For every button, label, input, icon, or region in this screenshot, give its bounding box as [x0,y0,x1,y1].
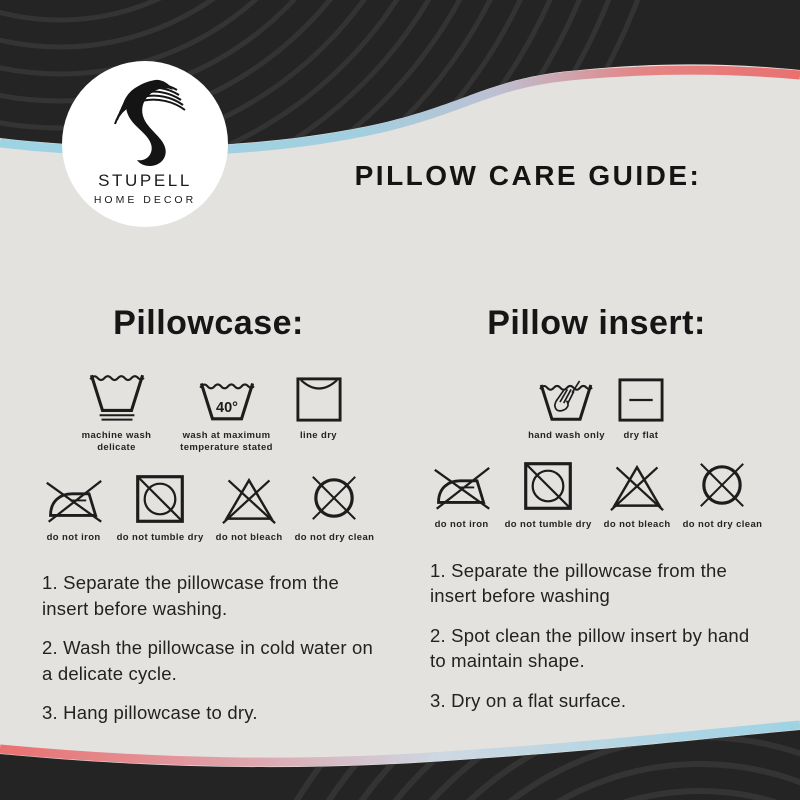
icon-box [86,369,148,423]
symbol-label: do not dry clean [682,519,763,531]
pillowcase-symbols-row2 [36,469,381,544]
symbol-label: do not iron [46,531,101,543]
icon-box [536,369,596,423]
icon-box [431,456,493,512]
instruction-step: 1. Separate the pillowcase from the insert before washing. [42,572,339,619]
symbol-do-not-iron [43,469,105,544]
dry-flat-icon [617,377,665,423]
symbol-label: line dry [300,430,337,441]
insert-instructions [424,558,769,714]
symbol-do-not-dry-clean [295,469,375,544]
symbol-label: do not dry clean [294,531,375,543]
symbol-do-not-iron [431,456,493,531]
symbol-machine-wash-delicate [75,369,159,455]
symbol-do-not-tumble-dry [117,469,204,544]
do-not-tumble-dry-icon [134,473,186,525]
symbol-label: hand wash only [528,430,605,441]
symbol-dry-flat [617,369,665,442]
icon-box [307,469,361,525]
icon-box [43,469,105,525]
stupell-logo-badge [62,61,228,227]
symbol-label: wash at maximum temperature stated [180,430,273,454]
pillowcase-symbols-row1 [36,369,381,455]
do-not-dry-clean-icon [307,471,361,525]
symbol-hand-wash-only [528,369,605,442]
do-not-iron-icon [43,472,105,525]
do-not-dry-clean-icon [695,458,749,512]
symbol-do-not-bleach [216,469,283,544]
pillow-insert-heading: Pillow insert: [487,304,706,342]
do-not-bleach-icon [220,473,278,525]
icon-box [608,456,666,512]
instruction-step: 1. Separate the pillowcase from the insert before washing [430,559,727,607]
symbol-do-not-dry-clean [683,456,763,531]
icon-box [695,456,749,512]
pillowcase-instructions [36,570,381,726]
symbol-wash-at-max-temperature [171,369,283,455]
icon-box [220,469,278,525]
instruction-step: 2. Spot clean the pillow insert by hand to maintain shape. [430,624,750,672]
symbol-line-dry [295,369,343,442]
symbol-label: dry flat [623,430,659,441]
do-not-tumble-dry-icon [522,460,574,512]
pillowcase-heading: Pillowcase: [113,304,304,342]
footer-wave [0,708,800,800]
pillowcase-section [36,300,381,740]
insert-symbols-row2 [424,456,769,531]
wash-at-max-temperature-icon [196,374,258,423]
do-not-iron-icon [431,459,493,512]
symbol-label: do not tumble dry [504,519,592,531]
instruction-step: 2. Wash the pillowcase in cold water on a delicate cycle. [42,637,374,684]
icon-box [134,469,186,525]
line-dry-icon [295,376,343,423]
svg-text:40°: 40° [215,400,238,417]
brand-tagline: HOME DECOR [93,194,197,206]
icon-box [522,456,574,512]
page-title: PILLOW CARE GUIDE: [354,160,702,191]
hand-wash-only-icon [536,376,596,423]
symbol-do-not-bleach [604,456,671,531]
icon-box [295,369,343,423]
pillow-insert-section [424,300,769,727]
insert-symbols-row1 [424,369,769,442]
do-not-bleach-icon [608,460,666,512]
symbol-label: do not bleach [603,519,671,531]
machine-wash-delicate-icon [86,366,148,423]
instruction-step: 3. Dry on a flat surface. [430,689,627,711]
symbol-do-not-tumble-dry [505,456,592,531]
symbol-label: do not bleach [215,531,283,543]
stupell-swirl-icon [103,74,187,170]
symbol-label: do not iron [434,519,489,531]
icon-box [196,369,258,423]
symbol-label: machine wash delicate [81,430,152,454]
icon-box [617,369,665,423]
brand-name: STUPELL [98,171,192,190]
instruction-step: 3. Hang pillowcase to dry. [42,702,258,724]
symbol-label: do not tumble dry [116,531,204,543]
